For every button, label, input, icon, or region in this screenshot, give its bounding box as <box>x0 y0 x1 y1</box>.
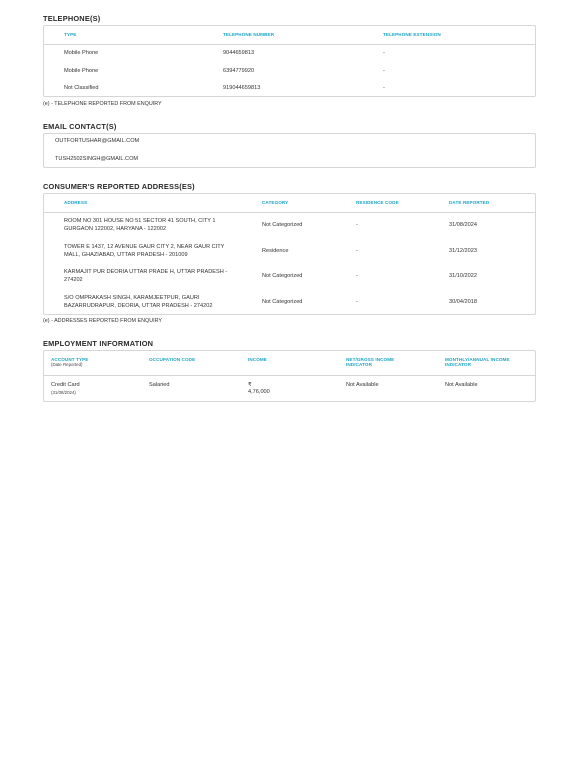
addresses-header <box>44 194 535 213</box>
col-account-type: ACCOUNT TYPE <box>51 357 89 362</box>
address-line2: 274202 <box>64 276 83 283</box>
phone-extension: - <box>383 85 385 91</box>
net-gross-indicator: Not Available <box>346 382 379 388</box>
phone-type: Not Classified <box>64 85 99 91</box>
phone-type: Mobile Phone <box>64 68 99 74</box>
occupation-code: Salaried <box>149 382 170 388</box>
telephones-title: TELEPHONE(S) <box>43 14 101 23</box>
address-residence-code: - <box>356 222 358 228</box>
col-date-reported: DATE REPORTED <box>449 200 490 205</box>
address-residence-code: - <box>356 299 358 305</box>
col-telephone-extension: TELEPHONE EXTENSION <box>383 32 441 37</box>
employment-title: EMPLOYMENT INFORMATION <box>43 339 154 348</box>
address-date: 30/04/2018 <box>449 299 477 305</box>
col-occupation-code: OCCUPATION CODE <box>149 357 196 362</box>
col-telephone-number: TELEPHONE NUMBER <box>223 32 275 37</box>
address-line1: S/O OMPRAKASH SINGH, KARAMJEETPUR, GAURI <box>64 295 200 301</box>
emails-box <box>43 133 536 168</box>
col-account-type-sub: (Date Reported) <box>51 362 83 367</box>
addresses-table <box>43 193 536 315</box>
telephones-header <box>44 26 535 45</box>
col-type: TYPE <box>64 32 77 37</box>
col-monthly-annual-l2: INDICATOR <box>445 362 471 367</box>
phone-extension: - <box>383 68 385 74</box>
phone-type: Mobile Phone <box>64 50 99 56</box>
address-residence-code: - <box>356 248 358 254</box>
col-monthly-annual-l1: MONTHLY/ANNUAL INCOME <box>445 357 510 362</box>
address-line2: BAZARRUDRAPUR, DEORIA, UTTAR PRADESH - 274202 <box>64 302 213 309</box>
address-line1: KARMAJIT PUR DEORIA UTTAR PRADE H, UTTAR PRADESH - <box>64 269 228 275</box>
col-address: ADDRESS <box>64 200 88 205</box>
phone-number: 919044659813 <box>223 85 261 91</box>
address-line1: TOWER E 1437, 12 AVENUE GAUR CITY 2, NEAR GAUR CITY <box>64 244 225 250</box>
col-income: INCOME <box>248 357 267 362</box>
employment-table <box>43 350 536 402</box>
col-net-gross-l2: INDICATOR <box>346 362 372 367</box>
address-date: 31/08/2024 <box>449 222 477 228</box>
account-type: Credit Card <box>51 382 80 388</box>
currency-symbol: ₹ <box>248 382 252 388</box>
phone-extension: - <box>383 50 385 56</box>
income-value: 4,76,000 <box>248 389 270 395</box>
address-line1: ROOM NO 301 HOUSE NO 51 SECTOR 41 SOUTH, CITY 1 <box>64 218 216 224</box>
address-line2: MALL, GHAZIABAD, UTTAR PRADESH - 201009 <box>64 251 188 258</box>
address-residence-code: - <box>356 273 358 279</box>
email-item: TUSH2502SINGH@GMAIL.COM <box>55 156 139 162</box>
col-category: CATEGORY <box>262 200 289 205</box>
monthly-annual-indicator: Not Available <box>445 382 478 388</box>
phone-number: 9044659813 <box>223 50 255 56</box>
address-line2: GURGAON 122002, HARYANA - 122002 <box>64 225 167 232</box>
telephones-table <box>43 25 536 97</box>
address-category: Not Categorized <box>262 273 303 279</box>
address-category: Not Categorized <box>262 299 303 305</box>
col-net-gross-l1: NET/GROSS INCOME <box>346 357 395 362</box>
emails-title: EMAIL CONTACT(S) <box>43 122 117 131</box>
address-date: 31/12/2023 <box>449 248 477 254</box>
email-item: OUTFORTUSHAR@GMAIL.COM <box>55 138 140 144</box>
addresses-title: CONSUMER'S REPORTED ADDRESS(ES) <box>43 182 195 191</box>
account-date: (31/08/2024) <box>51 390 76 395</box>
address-category: Residence <box>262 248 289 254</box>
address-date: 31/10/2022 <box>449 273 477 279</box>
telephones-note: (e) - TELEPHONE REPORTED FROM ENQUIRY <box>43 101 162 107</box>
col-residence-code: RESIDENCE CODE <box>356 200 399 205</box>
address-category: Not Categorized <box>262 222 303 228</box>
addresses-note: (e) - ADDRESSES REPORTED FROM ENQUIRY <box>43 318 163 324</box>
phone-number: 6394779920 <box>223 68 255 74</box>
employment-header <box>44 351 535 376</box>
